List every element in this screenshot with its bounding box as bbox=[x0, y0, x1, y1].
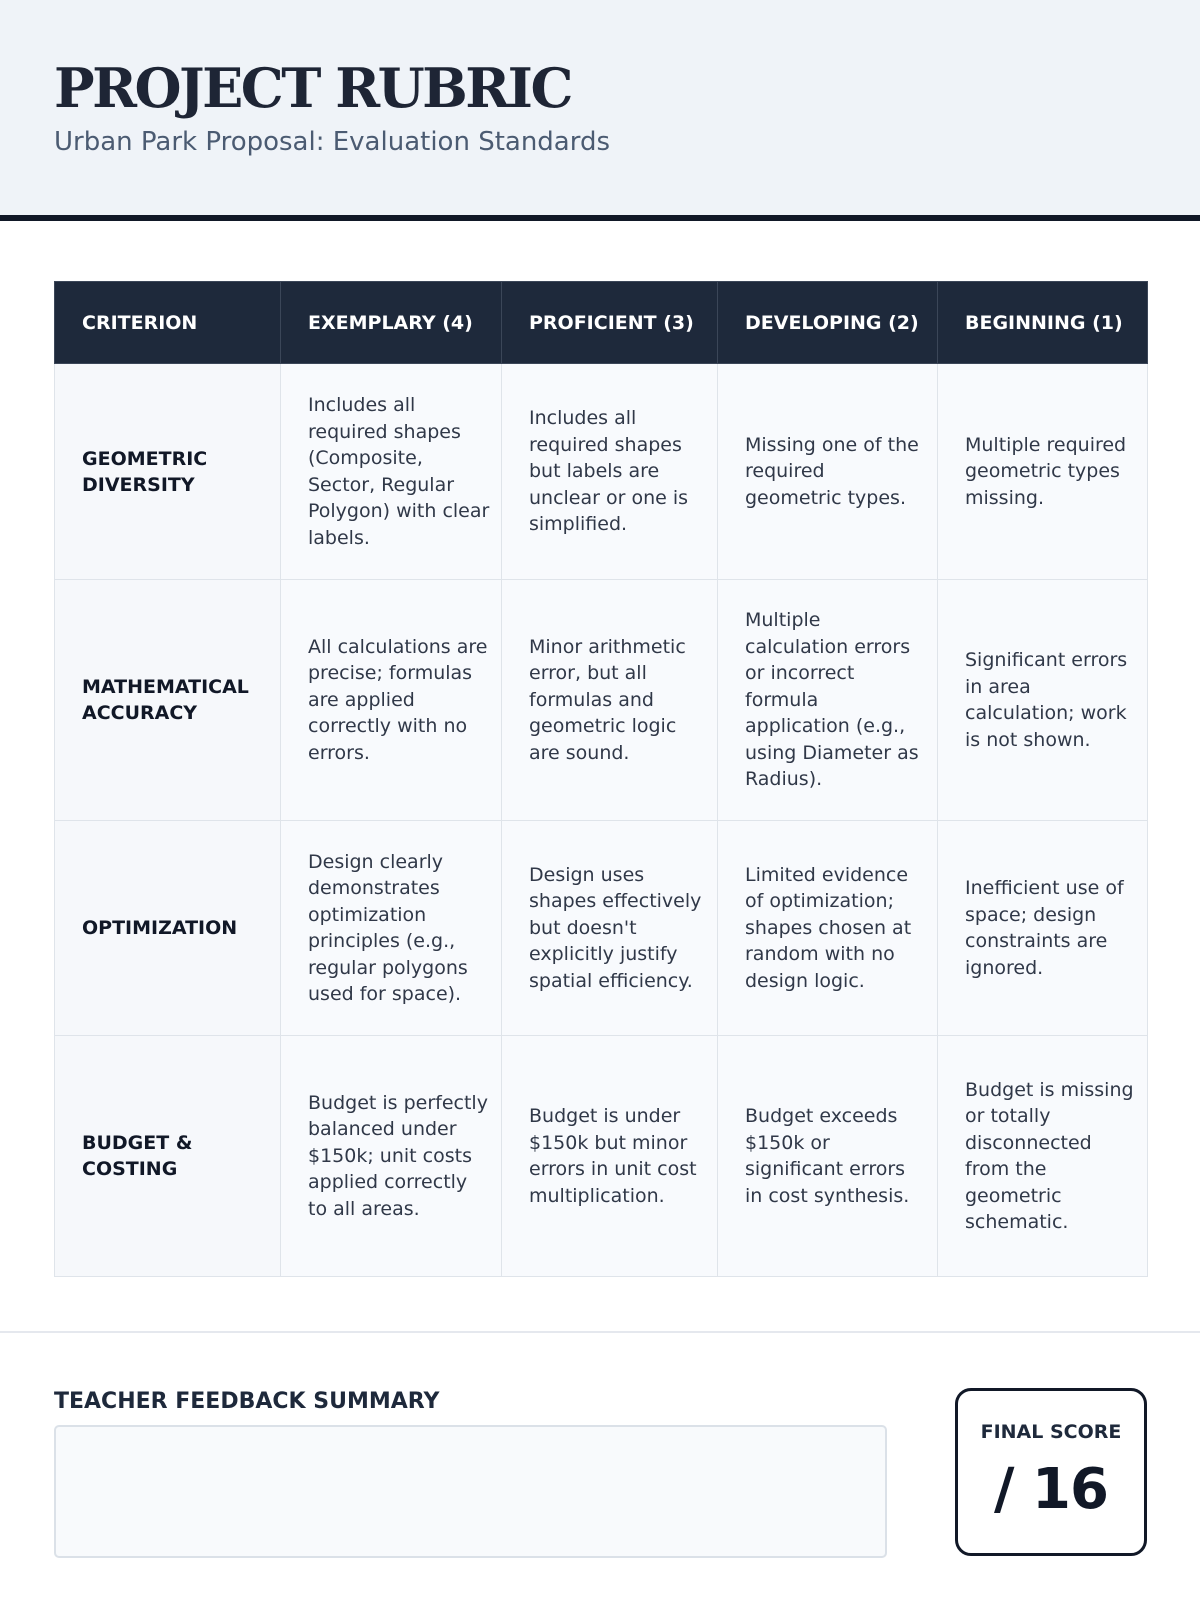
final-score-box bbox=[955, 1388, 1147, 1556]
rubric-cell-beginning: Budget is missing or totally disconnected from the geometric schematic. bbox=[938, 1036, 1148, 1277]
column-header-beginning: BEGINNING (1) bbox=[938, 282, 1148, 364]
rubric-cell-proficient: Includes all required shapes but labels are unclear or one is simplified. bbox=[502, 364, 718, 580]
rubric-cell-beginning: Significant errors in area calculation; work is not shown. bbox=[938, 580, 1148, 821]
rubric-cell-beginning: Inefficient use of space; design constraints are ignored. bbox=[938, 821, 1148, 1036]
rubric-cell-exemplary: Includes all required shapes (Composite, Sector, Regular Polygon) with clear labels. bbox=[281, 364, 502, 580]
rubric-cell-beginning: Multiple required geometric types missing. bbox=[938, 364, 1148, 580]
page-subtitle: Urban Park Proposal: Evaluation Standards bbox=[54, 127, 611, 157]
rubric-cell-developing: Missing one of the required geometric types. bbox=[718, 364, 938, 580]
criterion-cell: MATHEMATICAL ACCURACY bbox=[55, 580, 281, 821]
rubric-cell-proficient: Budget is under $150k but minor errors in unit cost multiplication. bbox=[502, 1036, 718, 1277]
feedback-textarea[interactable] bbox=[54, 1425, 887, 1558]
table-row bbox=[55, 1036, 1148, 1277]
column-header-exemplary: EXEMPLARY (4) bbox=[281, 282, 502, 364]
criterion-cell: BUDGET & COSTING bbox=[55, 1036, 281, 1277]
column-header-developing: DEVELOPING (2) bbox=[718, 282, 938, 364]
rubric-cell-developing: Budget exceeds $150k or significant errors in cost synthesis. bbox=[718, 1036, 938, 1277]
feedback-label: TEACHER FEEDBACK SUMMARY bbox=[54, 1389, 440, 1414]
rubric-cell-exemplary: Budget is perfectly balanced under $150k; unit costs applied correctly to all areas. bbox=[281, 1036, 502, 1277]
column-header-proficient: PROFICIENT (3) bbox=[502, 282, 718, 364]
criterion-cell: GEOMETRIC DIVERSITY bbox=[55, 364, 281, 580]
rubric-table bbox=[54, 281, 1148, 1277]
final-score-label: FINAL SCORE bbox=[980, 1421, 1122, 1443]
rubric-cell-developing: Multiple calculation errors or incorrect formula application (e.g., using Diameter as Radius). bbox=[718, 580, 938, 821]
rubric-cell-proficient: Design uses shapes effectively but doesn't explicitly justify spatial efficiency. bbox=[502, 821, 718, 1036]
rubric-header-row bbox=[55, 282, 1148, 364]
page-header bbox=[0, 0, 1200, 221]
criterion-cell: OPTIMIZATION bbox=[55, 821, 281, 1036]
rubric-cell-exemplary: Design clearly demonstrates optimization principles (e.g., regular polygons used for space). bbox=[281, 821, 502, 1036]
final-score-value: / 16 bbox=[994, 1457, 1108, 1522]
table-row bbox=[55, 821, 1148, 1036]
column-header-criterion: CRITERION bbox=[55, 282, 281, 364]
section-divider bbox=[0, 1331, 1200, 1333]
rubric-cell-proficient: Minor arithmetic error, but all formulas and geometric logic are sound. bbox=[502, 580, 718, 821]
rubric-cell-developing: Limited evidence of optimization; shapes chosen at random with no design logic. bbox=[718, 821, 938, 1036]
table-row bbox=[55, 364, 1148, 580]
table-row bbox=[55, 580, 1148, 821]
rubric-cell-exemplary: All calculations are precise; formulas are applied correctly with no errors. bbox=[281, 580, 502, 821]
page-title: PROJECT RUBRIC bbox=[54, 56, 571, 120]
